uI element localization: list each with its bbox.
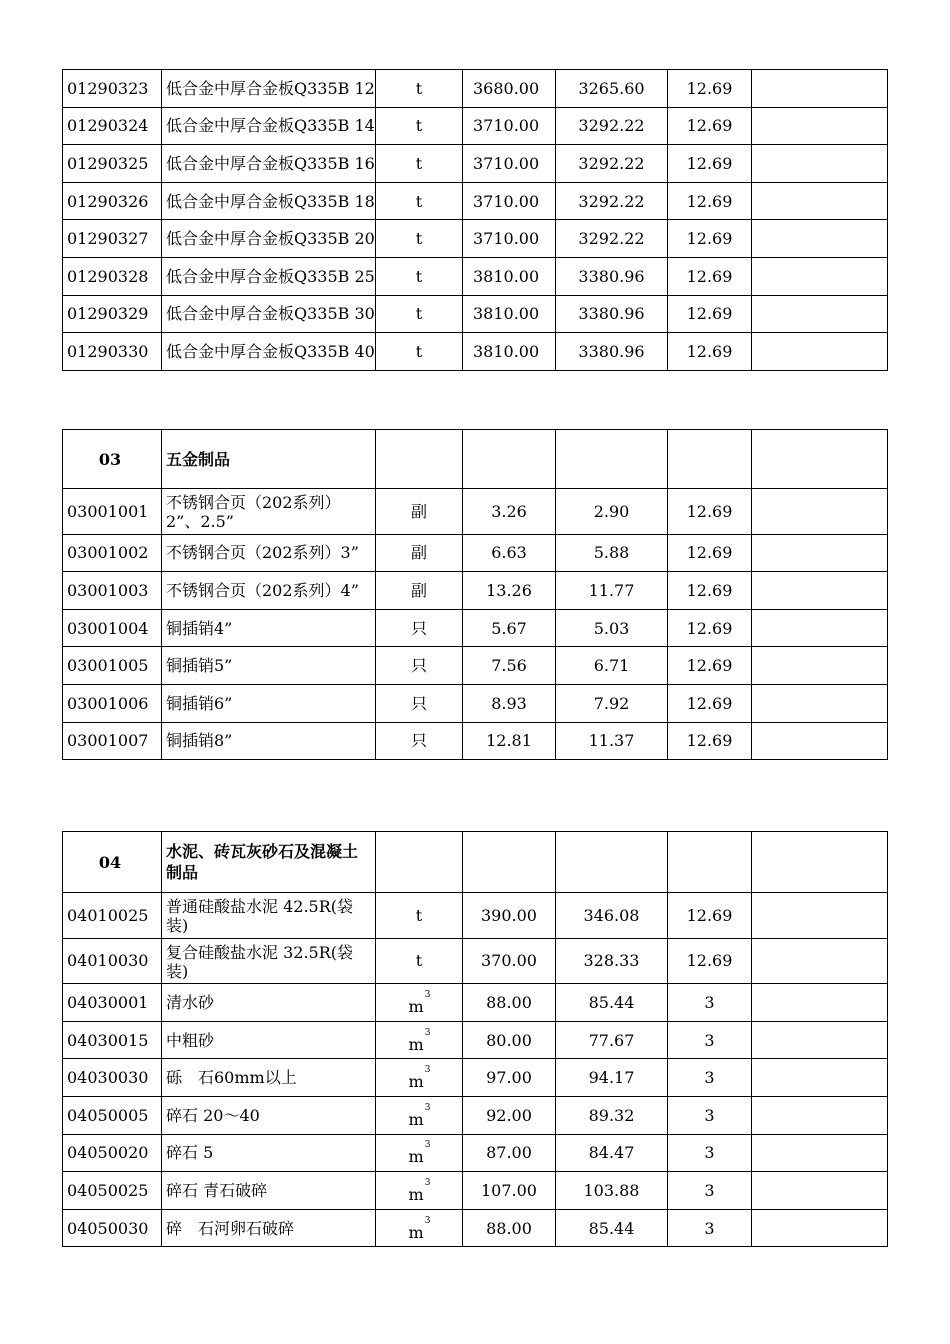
item-code: 03001001 bbox=[63, 489, 162, 535]
price-incl-tax: 7.56 bbox=[463, 647, 556, 685]
note bbox=[752, 1021, 888, 1059]
price-incl-tax: 3710.00 bbox=[463, 220, 556, 258]
table-row bbox=[63, 70, 888, 108]
item-name: 铜插销6” bbox=[162, 684, 376, 722]
item-name: 碎 石河卵石破碎 bbox=[162, 1209, 376, 1247]
tax-rate: 12.69 bbox=[668, 220, 752, 258]
empty-cell bbox=[463, 430, 556, 489]
note bbox=[752, 489, 888, 535]
tax-rate: 12.69 bbox=[668, 333, 752, 371]
price-table-cement-sand-stone bbox=[62, 831, 888, 1247]
item-name: 碎石 青石破碎 bbox=[162, 1172, 376, 1210]
price-incl-tax: 87.00 bbox=[463, 1134, 556, 1172]
item-unit bbox=[376, 609, 463, 647]
table-row bbox=[63, 489, 888, 535]
unit-superscript: 3 bbox=[424, 1027, 431, 1038]
section-header-row bbox=[63, 832, 888, 893]
section-code: 03 bbox=[63, 430, 162, 489]
table-row bbox=[63, 893, 888, 939]
item-unit bbox=[376, 333, 463, 371]
price-incl-tax: 3810.00 bbox=[463, 333, 556, 371]
section-title: 五金制品 bbox=[162, 430, 376, 489]
table-row bbox=[63, 938, 888, 984]
item-name: 低合金中厚合金板Q335B 40 bbox=[162, 333, 376, 371]
item-code: 01290326 bbox=[63, 182, 162, 220]
unit-text: m bbox=[408, 996, 424, 1016]
price-excl-tax: 94.17 bbox=[556, 1059, 668, 1097]
empty-cell bbox=[668, 430, 752, 489]
unit-text: m bbox=[408, 1072, 424, 1092]
table-row bbox=[63, 1172, 888, 1210]
tax-rate: 3 bbox=[668, 1021, 752, 1059]
item-name: 铜插销8” bbox=[162, 722, 376, 760]
price-incl-tax: 88.00 bbox=[463, 1209, 556, 1247]
item-code: 04050030 bbox=[63, 1209, 162, 1247]
price-excl-tax: 3380.96 bbox=[556, 333, 668, 371]
price-excl-tax: 346.08 bbox=[556, 893, 668, 939]
tax-rate: 12.69 bbox=[668, 182, 752, 220]
tax-rate: 12.69 bbox=[668, 295, 752, 333]
empty-cell bbox=[668, 832, 752, 893]
item-name: 铜插销4” bbox=[162, 609, 376, 647]
price-excl-tax: 7.92 bbox=[556, 684, 668, 722]
note bbox=[752, 647, 888, 685]
empty-cell bbox=[463, 832, 556, 893]
note bbox=[752, 938, 888, 984]
unit-text: t bbox=[415, 304, 423, 324]
note bbox=[752, 182, 888, 220]
item-code: 01290324 bbox=[63, 107, 162, 145]
empty-cell bbox=[752, 832, 888, 893]
section-header-row bbox=[63, 430, 888, 489]
price-excl-tax: 3292.22 bbox=[556, 182, 668, 220]
item-unit bbox=[376, 489, 463, 535]
price-incl-tax: 6.63 bbox=[463, 534, 556, 572]
price-excl-tax: 3380.96 bbox=[556, 257, 668, 295]
price-excl-tax: 85.44 bbox=[556, 984, 668, 1022]
price-table-steel-plates bbox=[62, 69, 888, 371]
unit-superscript: 3 bbox=[424, 1140, 431, 1151]
table-row bbox=[63, 182, 888, 220]
price-incl-tax: 3810.00 bbox=[463, 295, 556, 333]
note bbox=[752, 333, 888, 371]
section-title: 水泥、砖瓦灰砂石及混凝土制品 bbox=[162, 832, 376, 893]
note bbox=[752, 220, 888, 258]
note bbox=[752, 684, 888, 722]
price-excl-tax: 85.44 bbox=[556, 1209, 668, 1247]
item-unit bbox=[376, 1172, 463, 1210]
item-unit bbox=[376, 572, 463, 610]
unit-superscript: 3 bbox=[424, 1102, 431, 1113]
unit-text: 只 bbox=[410, 693, 427, 713]
tax-rate: 12.69 bbox=[668, 893, 752, 939]
note bbox=[752, 572, 888, 610]
item-name: 低合金中厚合金板Q335B 18 bbox=[162, 182, 376, 220]
item-name: 清水砂 bbox=[162, 984, 376, 1022]
unit-text: 副 bbox=[410, 580, 427, 600]
item-unit bbox=[376, 182, 463, 220]
table-row bbox=[63, 1209, 888, 1247]
item-name: 砾 石60mm以上 bbox=[162, 1059, 376, 1097]
unit-text: t bbox=[415, 266, 423, 286]
table-row bbox=[63, 609, 888, 647]
table-row bbox=[63, 1096, 888, 1134]
item-unit bbox=[376, 534, 463, 572]
table-row bbox=[63, 257, 888, 295]
item-code: 03001006 bbox=[63, 684, 162, 722]
unit-text: m bbox=[408, 1147, 424, 1167]
item-code: 01290330 bbox=[63, 333, 162, 371]
price-excl-tax: 84.47 bbox=[556, 1134, 668, 1172]
item-unit bbox=[376, 70, 463, 108]
table-row bbox=[63, 722, 888, 760]
item-code: 01290325 bbox=[63, 145, 162, 183]
unit-text: m bbox=[408, 1034, 424, 1054]
tax-rate: 12.69 bbox=[668, 489, 752, 535]
unit-superscript: 3 bbox=[424, 989, 431, 1000]
item-name: 不锈钢合页（202系列）4” bbox=[162, 572, 376, 610]
tax-rate: 12.69 bbox=[668, 938, 752, 984]
empty-cell bbox=[556, 832, 668, 893]
note bbox=[752, 257, 888, 295]
empty-cell bbox=[556, 430, 668, 489]
note bbox=[752, 722, 888, 760]
table-row bbox=[63, 647, 888, 685]
item-code: 04030030 bbox=[63, 1059, 162, 1097]
tax-rate: 3 bbox=[668, 984, 752, 1022]
item-code: 04030001 bbox=[63, 984, 162, 1022]
item-name: 低合金中厚合金板Q335B 20 bbox=[162, 220, 376, 258]
item-name: 低合金中厚合金板Q335B 25 bbox=[162, 257, 376, 295]
price-incl-tax: 92.00 bbox=[463, 1096, 556, 1134]
table-row bbox=[63, 984, 888, 1022]
table-row bbox=[63, 1134, 888, 1172]
price-incl-tax: 88.00 bbox=[463, 984, 556, 1022]
item-code: 04010030 bbox=[63, 938, 162, 984]
item-name: 低合金中厚合金板Q335B 14 bbox=[162, 107, 376, 145]
tax-rate: 12.69 bbox=[668, 572, 752, 610]
price-incl-tax: 3810.00 bbox=[463, 257, 556, 295]
unit-text: t bbox=[415, 153, 423, 173]
table-row bbox=[63, 145, 888, 183]
item-unit bbox=[376, 1096, 463, 1134]
price-excl-tax: 6.71 bbox=[556, 647, 668, 685]
empty-cell bbox=[752, 430, 888, 489]
price-excl-tax: 11.77 bbox=[556, 572, 668, 610]
unit-superscript: 3 bbox=[424, 1177, 431, 1188]
item-code: 01290323 bbox=[63, 70, 162, 108]
item-unit bbox=[376, 1021, 463, 1059]
price-excl-tax: 11.37 bbox=[556, 722, 668, 760]
price-excl-tax: 3292.22 bbox=[556, 220, 668, 258]
note bbox=[752, 893, 888, 939]
unit-text: t bbox=[415, 78, 423, 98]
item-code: 01290329 bbox=[63, 295, 162, 333]
table-row bbox=[63, 572, 888, 610]
unit-text: 只 bbox=[410, 618, 427, 638]
item-code: 04030015 bbox=[63, 1021, 162, 1059]
tax-rate: 3 bbox=[668, 1172, 752, 1210]
price-incl-tax: 370.00 bbox=[463, 938, 556, 984]
table-row bbox=[63, 220, 888, 258]
empty-cell bbox=[376, 832, 463, 893]
unit-text: t bbox=[415, 951, 423, 971]
price-incl-tax: 3680.00 bbox=[463, 70, 556, 108]
item-name: 低合金中厚合金板Q335B 30 bbox=[162, 295, 376, 333]
tax-rate: 3 bbox=[668, 1209, 752, 1247]
table-row bbox=[63, 1059, 888, 1097]
item-name: 普通硅酸盐水泥 42.5R(袋装) bbox=[162, 893, 376, 939]
price-excl-tax: 5.88 bbox=[556, 534, 668, 572]
price-incl-tax: 5.67 bbox=[463, 609, 556, 647]
price-incl-tax: 13.26 bbox=[463, 572, 556, 610]
item-name: 不锈钢合页（202系列）2”、2.5” bbox=[162, 489, 376, 535]
item-unit bbox=[376, 107, 463, 145]
note bbox=[752, 609, 888, 647]
item-code: 04050005 bbox=[63, 1096, 162, 1134]
note bbox=[752, 1059, 888, 1097]
item-code: 03001002 bbox=[63, 534, 162, 572]
item-name: 不锈钢合页（202系列）3” bbox=[162, 534, 376, 572]
item-unit bbox=[376, 145, 463, 183]
item-name: 碎石 5 bbox=[162, 1134, 376, 1172]
price-excl-tax: 3292.22 bbox=[556, 107, 668, 145]
price-table-hardware bbox=[62, 429, 888, 760]
item-unit bbox=[376, 647, 463, 685]
note bbox=[752, 534, 888, 572]
item-code: 03001007 bbox=[63, 722, 162, 760]
tax-rate: 12.69 bbox=[668, 647, 752, 685]
tax-rate: 12.69 bbox=[668, 609, 752, 647]
unit-text: t bbox=[415, 341, 423, 361]
unit-text: 副 bbox=[410, 543, 427, 563]
empty-cell bbox=[376, 430, 463, 489]
unit-text: 副 bbox=[410, 501, 427, 521]
tax-rate: 12.69 bbox=[668, 257, 752, 295]
section-code: 04 bbox=[63, 832, 162, 893]
price-excl-tax: 328.33 bbox=[556, 938, 668, 984]
tax-rate: 3 bbox=[668, 1134, 752, 1172]
price-excl-tax: 77.67 bbox=[556, 1021, 668, 1059]
note bbox=[752, 70, 888, 108]
item-name: 铜插销5” bbox=[162, 647, 376, 685]
price-incl-tax: 80.00 bbox=[463, 1021, 556, 1059]
note bbox=[752, 1134, 888, 1172]
price-excl-tax: 89.32 bbox=[556, 1096, 668, 1134]
tax-rate: 3 bbox=[668, 1096, 752, 1134]
note bbox=[752, 107, 888, 145]
unit-text: m bbox=[408, 1222, 424, 1242]
price-excl-tax: 5.03 bbox=[556, 609, 668, 647]
price-incl-tax: 107.00 bbox=[463, 1172, 556, 1210]
item-unit bbox=[376, 257, 463, 295]
unit-text: t bbox=[415, 905, 423, 925]
note bbox=[752, 984, 888, 1022]
item-unit bbox=[376, 220, 463, 258]
item-code: 03001005 bbox=[63, 647, 162, 685]
note bbox=[752, 145, 888, 183]
table-row bbox=[63, 295, 888, 333]
item-name: 复合硅酸盐水泥 32.5R(袋装) bbox=[162, 938, 376, 984]
tax-rate: 12.69 bbox=[668, 107, 752, 145]
tax-rate: 12.69 bbox=[668, 70, 752, 108]
item-code: 03001003 bbox=[63, 572, 162, 610]
table-row bbox=[63, 534, 888, 572]
tax-rate: 3 bbox=[668, 1059, 752, 1097]
table-row bbox=[63, 684, 888, 722]
unit-text: t bbox=[415, 116, 423, 136]
item-name: 低合金中厚合金板Q335B 12 bbox=[162, 70, 376, 108]
unit-superscript: 3 bbox=[424, 1065, 431, 1076]
unit-text: t bbox=[415, 191, 423, 211]
item-unit bbox=[376, 722, 463, 760]
item-unit bbox=[376, 1209, 463, 1247]
item-name: 中粗砂 bbox=[162, 1021, 376, 1059]
price-incl-tax: 3710.00 bbox=[463, 182, 556, 220]
unit-superscript: 3 bbox=[424, 1215, 431, 1226]
item-unit bbox=[376, 1059, 463, 1097]
price-incl-tax: 8.93 bbox=[463, 684, 556, 722]
note bbox=[752, 1172, 888, 1210]
table-row bbox=[63, 107, 888, 145]
item-code: 04050020 bbox=[63, 1134, 162, 1172]
tax-rate: 12.69 bbox=[668, 722, 752, 760]
item-code: 04010025 bbox=[63, 893, 162, 939]
unit-text: t bbox=[415, 229, 423, 249]
unit-text: 只 bbox=[410, 656, 427, 676]
price-incl-tax: 390.00 bbox=[463, 893, 556, 939]
table-row bbox=[63, 1021, 888, 1059]
tax-rate: 12.69 bbox=[668, 684, 752, 722]
item-code: 01290328 bbox=[63, 257, 162, 295]
note bbox=[752, 1096, 888, 1134]
note bbox=[752, 295, 888, 333]
price-incl-tax: 97.00 bbox=[463, 1059, 556, 1097]
price-excl-tax: 3380.96 bbox=[556, 295, 668, 333]
unit-text: 只 bbox=[410, 731, 427, 751]
item-code: 04050025 bbox=[63, 1172, 162, 1210]
item-unit bbox=[376, 893, 463, 939]
tax-rate: 12.69 bbox=[668, 534, 752, 572]
item-unit bbox=[376, 938, 463, 984]
item-name: 碎石 20～40 bbox=[162, 1096, 376, 1134]
item-name: 低合金中厚合金板Q335B 16 bbox=[162, 145, 376, 183]
price-excl-tax: 103.88 bbox=[556, 1172, 668, 1210]
item-unit bbox=[376, 295, 463, 333]
item-unit bbox=[376, 684, 463, 722]
item-unit bbox=[376, 1134, 463, 1172]
item-code: 01290327 bbox=[63, 220, 162, 258]
price-incl-tax: 3.26 bbox=[463, 489, 556, 535]
item-code: 03001004 bbox=[63, 609, 162, 647]
price-excl-tax: 3265.60 bbox=[556, 70, 668, 108]
tax-rate: 12.69 bbox=[668, 145, 752, 183]
price-incl-tax: 3710.00 bbox=[463, 145, 556, 183]
price-incl-tax: 12.81 bbox=[463, 722, 556, 760]
price-excl-tax: 3292.22 bbox=[556, 145, 668, 183]
unit-text: m bbox=[408, 1184, 424, 1204]
unit-text: m bbox=[408, 1109, 424, 1129]
price-excl-tax: 2.90 bbox=[556, 489, 668, 535]
note bbox=[752, 1209, 888, 1247]
item-unit bbox=[376, 984, 463, 1022]
table-row bbox=[63, 333, 888, 371]
price-incl-tax: 3710.00 bbox=[463, 107, 556, 145]
